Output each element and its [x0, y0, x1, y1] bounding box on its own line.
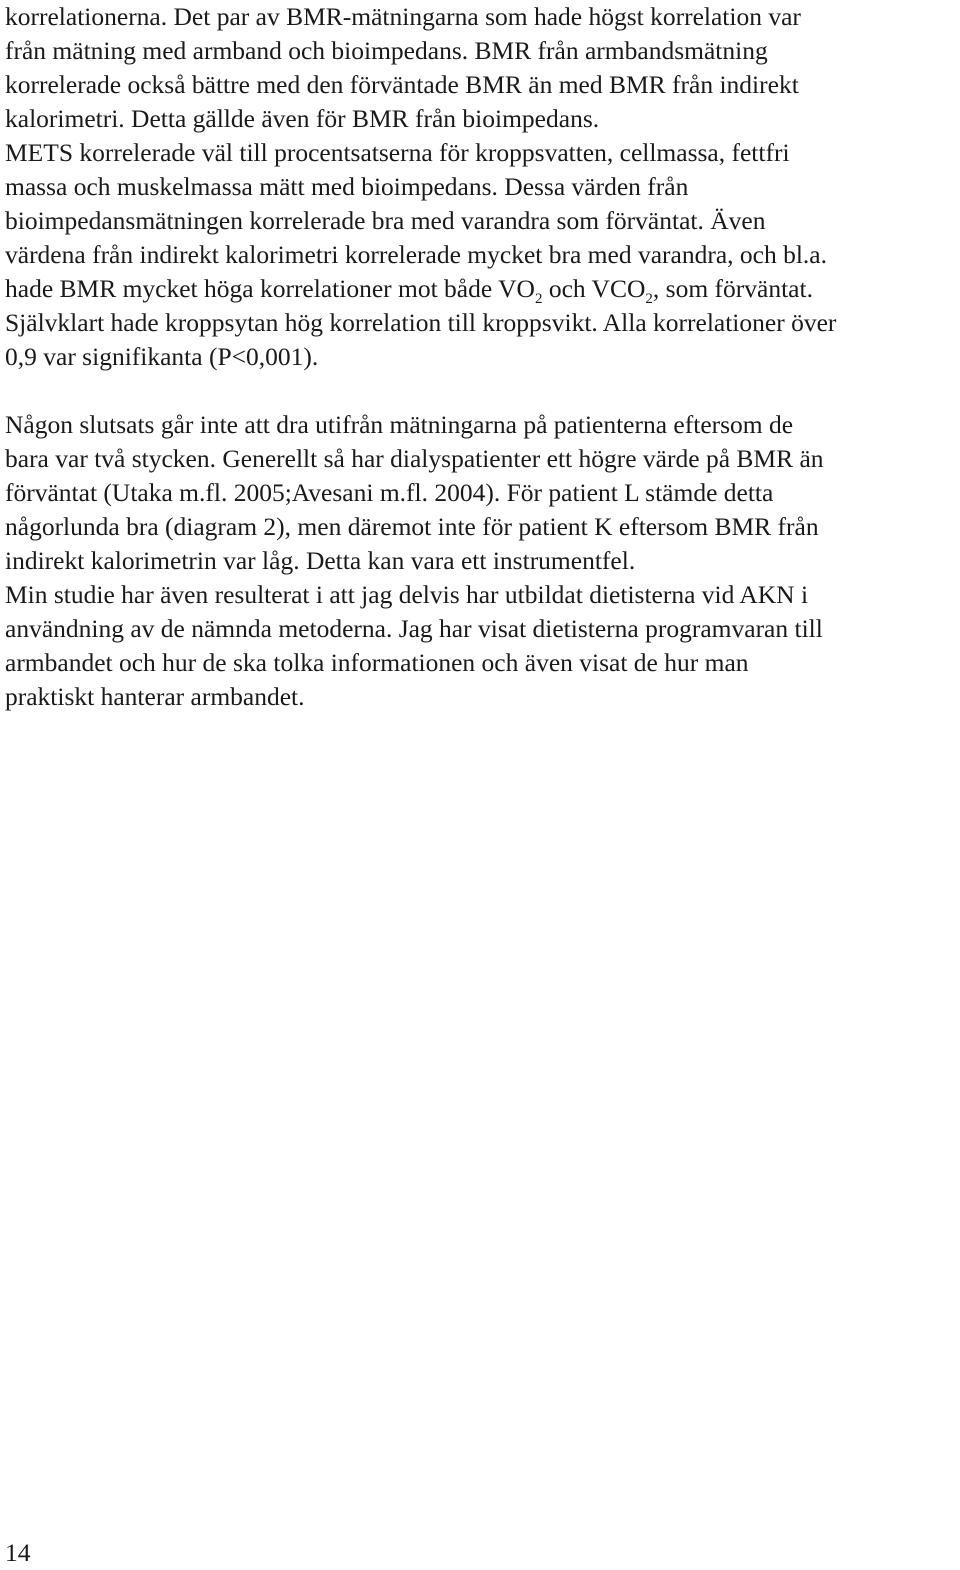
- subscript: 2: [534, 291, 543, 307]
- text-line: METS korrelerade väl till procentsatserna för kroppsvatten, cellmassa, fettfri: [5, 138, 790, 167]
- text-line: massa och muskelmassa mätt med bioimpedans. Dessa värden från: [5, 172, 689, 201]
- text-line: korrelationerna. Det par av BMR-mätningarna som hade högst korrelation var: [5, 2, 801, 31]
- text-line: Min studie har även resulterat i att jag delvis har utbildat dietisterna vid AKN i: [5, 580, 809, 609]
- text-segment: och VCO: [542, 274, 646, 303]
- text-line: praktiskt hanterar armbandet.: [5, 682, 305, 711]
- text-line: förväntat (Utaka m.fl. 2005;Avesani m.fl. 2004). För patient L stämde detta: [5, 478, 774, 507]
- subscript: 2: [645, 291, 653, 307]
- text-line-with-subscripts: [5, 272, 945, 306]
- text-line: från mätning med armband och bioimpedans. BMR från armbandsmätning: [5, 36, 768, 65]
- text-line: värdena från indirekt kalorimetri korrelerade mycket bra med varandra, och bl.a.: [5, 240, 827, 269]
- page-number: 14: [5, 1538, 31, 1567]
- text-line: användning av de nämnda metoderna. Jag har visat dietisterna programvaran till: [5, 614, 823, 643]
- text-line: någorlunda bra (diagram 2), men däremot inte för patient K eftersom BMR från: [5, 512, 819, 541]
- text-line: Någon slutsats går inte att dra utifrån mätningarna på patienterna eftersom de: [5, 410, 794, 439]
- text-line: 0,9 var signifikanta (P<0,001).: [5, 342, 319, 371]
- text-line: indirekt kalorimetrin var låg. Detta kan vara ett instrumentfel.: [5, 546, 636, 575]
- text-line: bara var två stycken. Generellt så har dialyspatienter ett högre värde på BMR än: [5, 444, 824, 473]
- text-line: korrelerade också bättre med den förväntade BMR än med BMR från indirekt: [5, 70, 799, 99]
- text-line: armbandet och hur de ska tolka informationen och även visat de hur man: [5, 648, 749, 677]
- text-segment: , som förväntat.: [652, 274, 813, 303]
- document-page: [5, 0, 945, 714]
- paragraph-conclusion: [5, 408, 945, 714]
- text-line: Självklart hade kroppsytan hög korrelation till kroppsvikt. Alla korrelationer över: [5, 308, 837, 337]
- paragraph-spacer: [5, 374, 945, 408]
- text-segment: hade BMR mycket höga korrelationer mot både VO: [5, 274, 535, 303]
- paragraph-results: [5, 0, 945, 374]
- text-line: bioimpedansmätningen korrelerade bra med varandra som förväntat. Även: [5, 206, 766, 235]
- text-line: kalorimetri. Detta gällde även för BMR från bioimpedans.: [5, 104, 600, 133]
